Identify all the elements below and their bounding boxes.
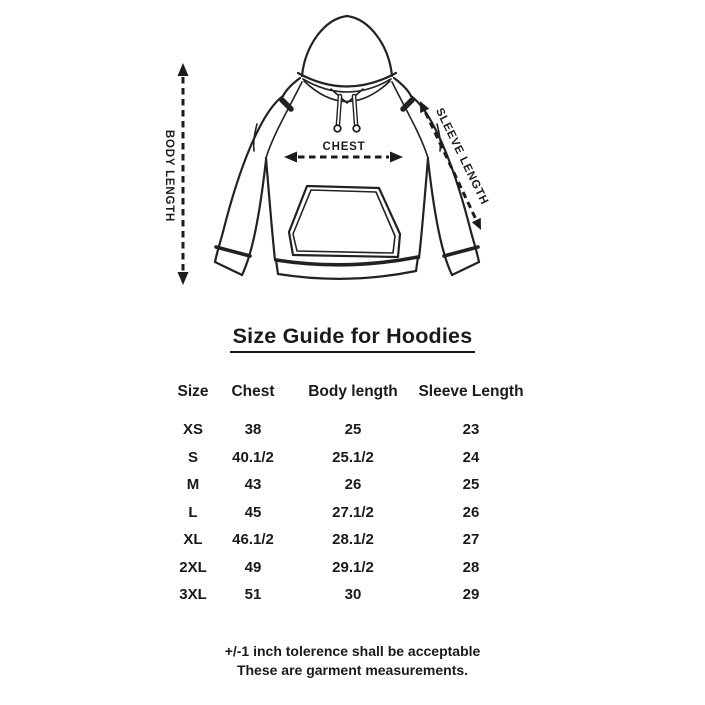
body-length-cell: 27.1/2 xyxy=(332,503,374,521)
chest-cell: 46.1/2 xyxy=(232,531,274,549)
table-row xyxy=(158,581,514,609)
table-row xyxy=(158,554,514,582)
sleeve-length-cell: 27 xyxy=(462,531,480,549)
page-title: Size Guide for Hoodies xyxy=(230,324,476,353)
body-length-label: BODY LENGTH xyxy=(163,129,175,223)
size-cell: S xyxy=(187,448,198,466)
chest-cell: 43 xyxy=(244,476,262,494)
chest-cell: 40.1/2 xyxy=(232,448,274,466)
table-row xyxy=(158,499,514,527)
body-length-arrow xyxy=(163,63,189,285)
chest-cell: 45 xyxy=(244,503,262,521)
hood xyxy=(298,16,396,103)
kangaroo-pocket xyxy=(289,186,400,257)
size-cell: 2XL xyxy=(179,558,207,576)
sleeve-length-cell: 26 xyxy=(462,503,480,521)
hoodie-measurement-diagram xyxy=(0,0,705,322)
sleeve-length-cell: 28 xyxy=(462,558,480,576)
size-cell: M xyxy=(186,476,200,494)
body-length-cell: 26 xyxy=(344,476,362,494)
size-cell: XS xyxy=(182,421,203,439)
sleeve-length-cell: 25 xyxy=(462,476,480,494)
garment-measurement-note: These are garment measurements. xyxy=(236,662,469,678)
body-length-cell: 25 xyxy=(344,421,362,439)
sleeve-length-cell: 24 xyxy=(462,448,480,466)
size-cell: XL xyxy=(183,531,203,549)
tolerance-note: +/-1 inch tolerence shall be acceptable xyxy=(224,643,481,659)
table-row xyxy=(158,526,514,554)
size-table xyxy=(158,377,524,609)
body-hem xyxy=(266,158,428,279)
chest-cell: 51 xyxy=(244,586,262,604)
table-row xyxy=(158,416,514,444)
footer-notes xyxy=(0,642,705,680)
chest-cell: 49 xyxy=(244,558,262,576)
size-cell: L xyxy=(188,503,198,521)
header-body-length: Body length xyxy=(308,383,398,400)
table-row xyxy=(158,471,514,499)
table-header-row xyxy=(158,377,524,407)
sleeve-length-cell: 23 xyxy=(462,421,480,439)
body-length-cell: 29.1/2 xyxy=(332,558,374,576)
body-length-cell: 28.1/2 xyxy=(332,531,374,549)
chest-cell: 38 xyxy=(244,421,262,439)
header-chest: Chest xyxy=(231,383,275,400)
chest-arrow xyxy=(284,141,403,163)
table-row xyxy=(158,444,514,472)
sleeve-length-cell: 29 xyxy=(462,586,480,604)
body-length-cell: 30 xyxy=(344,586,362,604)
chest-label: CHEST xyxy=(322,141,366,153)
header-size: Size xyxy=(177,383,209,400)
body-length-cell: 25.1/2 xyxy=(332,448,374,466)
sleeve-length-label: SLEEVE LENGTH xyxy=(433,106,491,208)
size-cell: 3XL xyxy=(179,586,207,604)
header-sleeve-length: Sleeve Length xyxy=(418,383,524,400)
